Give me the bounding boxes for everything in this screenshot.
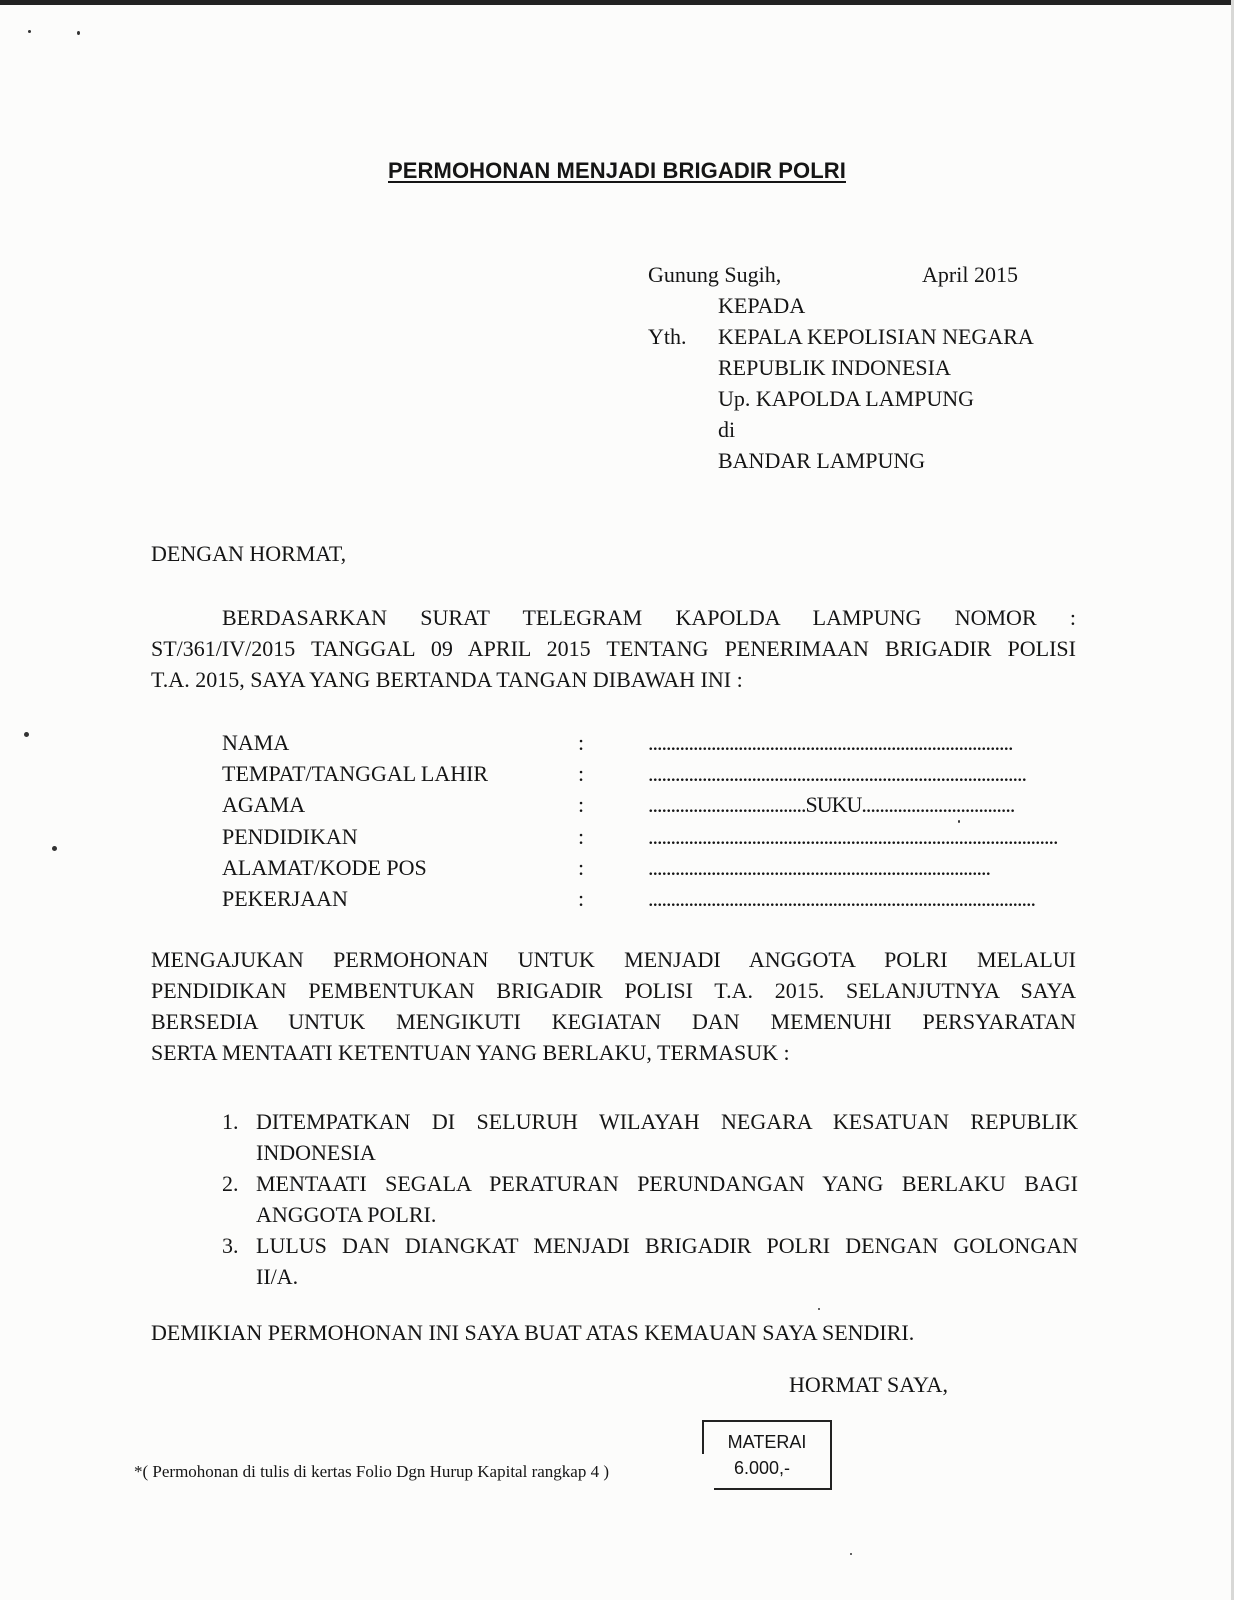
identity-row-pekerjaan bbox=[222, 883, 1082, 914]
body-line: MENGAJUKAN PERMOHONAN UNTUK MENJADI ANGGOTA POLRI MELALUI bbox=[151, 947, 1076, 972]
field-colon: : bbox=[578, 761, 585, 786]
field-label: PENDIDIKAN bbox=[222, 824, 358, 849]
field-fill-line: ...................................SUKU.................................. bbox=[648, 792, 1015, 817]
field-label: ALAMAT/KODE POS bbox=[222, 855, 427, 880]
field-label: TEMPAT/TANGGAL LAHIR bbox=[222, 761, 489, 786]
body-line: PENDIDIKAN PEMBENTUKAN BRIGADIR POLISI T.A. 2015. SELANJUTNYA SAYA bbox=[151, 978, 1076, 1003]
field-fill-line: .................................................................................... bbox=[648, 761, 1026, 786]
intro-line: BERDASARKAN SURAT TELEGRAM KAPOLDA LAMPUNG NOMOR : bbox=[222, 605, 1076, 630]
field-colon: : bbox=[578, 855, 585, 880]
scan-speck bbox=[818, 1308, 820, 1310]
field-colon: : bbox=[578, 730, 585, 755]
salutation: DENGAN HORMAT, bbox=[151, 541, 347, 566]
body-paragraph bbox=[151, 944, 1076, 1068]
materai-stamp-box bbox=[702, 1420, 832, 1490]
list-item-line: MENTAATI SEGALA PERATURAN PERUNDANGAN YANG BERLAKU BAGI bbox=[256, 1171, 1078, 1196]
list-item-line: ANGGOTA POLRI. bbox=[256, 1202, 437, 1227]
identity-row-agama bbox=[222, 789, 1082, 820]
intro-line: T.A. 2015, SAYA YANG BERTANDA TANGAN DIBAWAH INI : bbox=[151, 667, 743, 692]
identity-row-pendidikan bbox=[222, 821, 1082, 852]
recipient-line: di bbox=[718, 417, 736, 442]
list-item-line: II/A. bbox=[256, 1264, 299, 1289]
field-fill-line: ............................................................................ bbox=[648, 855, 990, 880]
scan-speck bbox=[28, 30, 31, 33]
field-colon: : bbox=[578, 886, 585, 911]
scan-speck bbox=[77, 31, 80, 35]
scan-top-edge bbox=[0, 0, 1234, 5]
list-item-body bbox=[256, 1106, 1078, 1168]
signoff: HORMAT SAYA, bbox=[789, 1372, 948, 1397]
letter-place: Gunung Sugih, bbox=[648, 262, 782, 287]
field-label: AGAMA bbox=[222, 792, 306, 817]
field-fill-line: ...................................................................................... bbox=[648, 886, 1035, 911]
identity-row-alamat-kode-pos bbox=[222, 852, 1082, 883]
letter-date: April 2015 bbox=[922, 262, 1018, 287]
identity-row-nama bbox=[222, 727, 1082, 758]
scan-speck bbox=[24, 732, 29, 737]
field-fill-line: ................................................................................. bbox=[648, 730, 1013, 755]
recipient-line: KEPALA KEPOLISIAN NEGARA bbox=[718, 324, 1034, 349]
field-fill-line: ........................................................................................... bbox=[648, 824, 1058, 849]
list-item-line: INDONESIA bbox=[256, 1140, 376, 1165]
stamp-border bbox=[702, 1420, 832, 1422]
stamp-border bbox=[830, 1420, 832, 1490]
scan-speck bbox=[850, 1553, 852, 1555]
identity-row-tempat-tanggal-lahir bbox=[222, 758, 1082, 789]
recipient-line: Up. KAPOLDA LAMPUNG bbox=[718, 386, 975, 411]
scan-speck bbox=[52, 846, 57, 851]
list-item-number: 1. bbox=[222, 1109, 239, 1134]
list-item-line: DITEMPATKAN DI SELURUH WILAYAH NEGARA KESATUAN REPUBLIK bbox=[256, 1109, 1078, 1134]
closing-statement: DEMIKIAN PERMOHONAN INI SAYA BUAT ATAS KEMAUAN SAYA SENDIRI. bbox=[151, 1320, 915, 1345]
list-item-body bbox=[256, 1168, 1078, 1230]
recipient-yth: Yth. bbox=[648, 324, 687, 349]
stamp-label: MATERAI bbox=[727, 1432, 807, 1452]
list-item-body bbox=[256, 1230, 1078, 1292]
list-item-number: 3. bbox=[222, 1233, 239, 1258]
stamp-border bbox=[714, 1488, 832, 1490]
body-line: SERTA MENTAATI KETENTUAN YANG BERLAKU, TERMASUK : bbox=[151, 1040, 790, 1065]
intro-paragraph bbox=[151, 602, 1076, 695]
intro-line: ST/361/IV/2015 TANGGAL 09 APRIL 2015 TENTANG PENERIMAAN BRIGADIR POLISI bbox=[151, 636, 1076, 661]
footnote: *( Permohonan di tulis di kertas Folio Dgn Hurup Kapital rangkap 4 ) bbox=[134, 1462, 609, 1481]
field-colon: : bbox=[578, 792, 585, 817]
document-title: PERMOHONAN MENJADI BRIGADIR POLRI bbox=[388, 158, 846, 183]
field-label: NAMA bbox=[222, 730, 290, 755]
recipient-line: REPUBLIK INDONESIA bbox=[718, 355, 951, 380]
body-line: BERSEDIA UNTUK MENGIKUTI KEGIATAN DAN MEMENUHI PERSYARATAN bbox=[151, 1009, 1076, 1034]
field-label: PEKERJAAN bbox=[222, 886, 348, 911]
list-item-number: 2. bbox=[222, 1171, 239, 1196]
field-colon: : bbox=[578, 824, 585, 849]
list-item-line: LULUS DAN DIANGKAT MENJADI BRIGADIR POLRI DENGAN GOLONGAN bbox=[256, 1233, 1078, 1258]
recipient-kepada: KEPADA bbox=[718, 293, 806, 318]
stamp-value: 6.000,- bbox=[733, 1458, 791, 1478]
recipient-line: BANDAR LAMPUNG bbox=[718, 448, 926, 473]
